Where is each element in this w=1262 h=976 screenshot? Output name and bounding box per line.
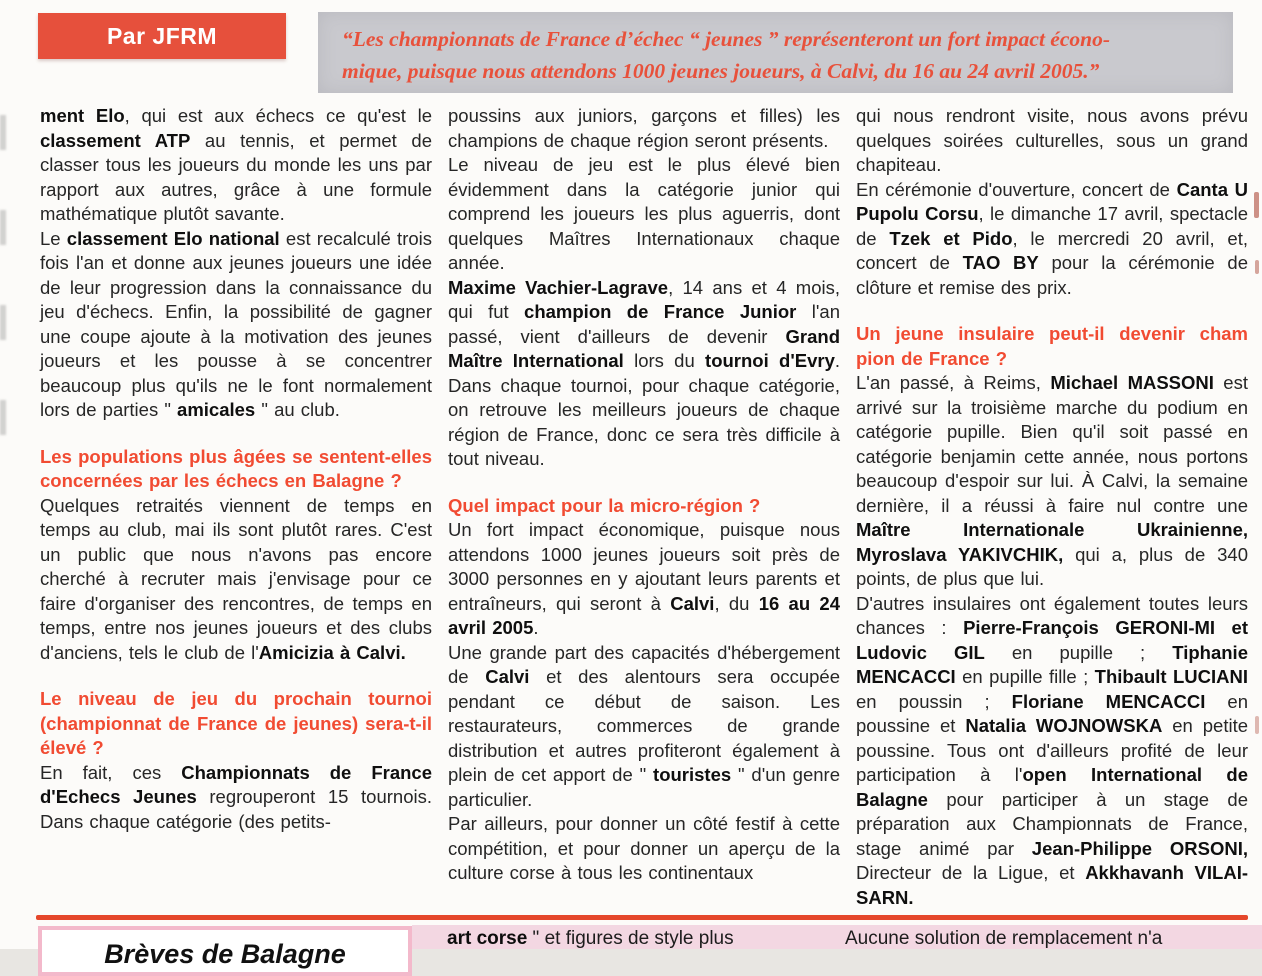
article-paragraph: Maxime Vachier-Lagrave, 14 ans et 4 mois, qui fut champion de France Junior l'an passé, vient d'ailleurs de devenir Grand Maître International lors du tournoi d'Evry. Dans chaque tournoi, pour chaque catégorie, on retrouve les meilleurs joueurs de chaque région de France, donc ce sera très difficile à tout niveau. (448, 276, 840, 469)
next-section-strip (412, 925, 1262, 949)
next-section-teaser-right: Aucune solution de remplacement n'a (845, 928, 1163, 949)
article-paragraph: Un fort impact économique, puisque nous attendons 1000 jeunes joueurs soit près de 3000 personnes en y ajoutant leurs parents et entraîneurs, qui seront à Calvi, du 16 au 24 avril 2005. (448, 519, 840, 638)
article-columns (40, 104, 1248, 910)
section-heading: Les populations plus âgées se sentent-elles concernées par les échecs en Balagne ? (40, 445, 432, 491)
article-paragraph: L'an passé, à Reims, Michael MASSONI est arrivé sur la troisième marche du podium en catégorie pupille. Bien qu'il soit passé en catégorie benjamin cette année, nous portons beaucoup d'espoir sur lui. À Calvi, la semaine dernière, il a réussi à faire nul contre une Maître Internationale Ukrainienne, Myroslava YAKIVCHIK, qui a, plus de 340 points, de plus que lui. (856, 372, 1248, 589)
scan-artifact (0, 115, 6, 495)
article-paragraph: Par ailleurs, pour donner un côté festif à cette compétition, et pour donner un aperçu de la culture corse à tous les continentaux (448, 813, 840, 883)
article-paragraph: poussins aux juniors, garçons et filles) les champions de chaque région seront présents. (448, 105, 840, 151)
article-paragraph: Une grande part des capacités d'hébergement de Calvi et des alentours sera occupée pendant ce début de saison. Les restaurateurs, commerces de grande distribution et autres profiteront également à plein de cet apport de " touristes " d'un genre particulier. (448, 641, 840, 810)
article-paragraph: qui nous rendront visite, nous avons prévu quelques soirées culturelles, sous un grand chapiteau. (856, 105, 1248, 175)
pull-quote-box (318, 12, 1233, 93)
byline-box (38, 13, 286, 59)
next-section-teaser-middle: art corse " et figures de style plus (447, 928, 734, 949)
pull-quote-line-1: “Les championnats de France d’échec “ jeunes ” représenteront un fort impact écono- (342, 27, 1110, 51)
article-paragraph: ment Elo, qui est aux échecs ce qu'est le classement ATP au tennis, et permet de classer tous les joueurs du monde les uns par rapport aux autres, grâce à une formule mathématique plutôt savante. (40, 105, 433, 224)
breves-de-balagne-box (38, 926, 412, 976)
article-paragraph: En cérémonie d'ouverture, concert de Canta U Pupolu Corsu, le dimanche 17 avril, spectacle de Tzek et Pido, le mercredi 20 avril, et, concert de TAO BY pour la cérémonie de clôture et remise des prix. (856, 178, 1248, 298)
article-column-2 (448, 104, 840, 910)
article-paragraph: En fait, ces Championnats de France d'Echecs Jeunes regrouperont 15 tournois. Dans chaque catégorie (des petits- (40, 761, 433, 832)
scan-artifact (1255, 716, 1259, 734)
section-divider-rule (36, 915, 1248, 920)
article-paragraph: Le niveau de jeu est le plus élevé bien évidemment dans la catégorie junior qui comprend les joueurs les plus aguerris, dont quelques Maîtres Internationaux chaque année. (448, 154, 840, 273)
breves-box-title: Brèves de Balagne (104, 939, 346, 969)
section-heading: Quel impact pour la micro-région ? (448, 494, 761, 516)
article-paragraph: Quelques retraités viennent de temps en temps au club, mai ils sont plutôt rares. C'est un public que nous n'avons pas encore cherché à recruter mais j'envisage pour ce faire d'organiser des rencontres, de temps en temps, entre nos jeunes joueurs et des clubs d'anciens, tels le club de l'Amicizia à Calvi. (40, 494, 432, 663)
article-paragraph: D'autres insulaires ont également toutes leurs chances : Pierre-François GERONI-MI et Ludovic GIL en pupille ; Tiphanie MENCACCI en pupille fille ; Thibault LUCIANI en poussin ; Floriane MENCACCI en poussine et Natalia WOJNOWSKA en petite poussine. Tous ont d'ailleurs profité de leur participation à l'open International de Balagne pour participer à un stage de préparation aux Championnats de France, stage animé par Jean-Philippe ORSONI, Directeur de la Ligue, et Akkhavanh VILAI-SARN. (856, 592, 1249, 908)
section-heading: Un jeune insulaire peut-il devenir cham pion de France ? (856, 323, 1248, 369)
article-paragraph: Le classement Elo national est recalculé trois fois l'an et donne aux jeunes joueurs une idée de leur progression dans la connaissance du jeu d'échecs. Enfin, la possibilité de gagner une coupe ajoute à la motivation des jeunes joueurs et les pousse à se concentrer beaucoup plus qu'ils ne le font normalement lors de parties " amicales " au club. (40, 227, 432, 420)
scan-artifact (1255, 260, 1259, 274)
section-heading: Le niveau de jeu du prochain tournoi (championnat de France de jeunes) sera-t-il élevé ? (40, 688, 432, 758)
article-column-3 (856, 104, 1248, 910)
pull-quote-line-2: mique, puisque nous attendons 1000 jeunes joueurs, à Calvi, du 16 au 24 avril 2005.” (342, 59, 1100, 83)
article-column-1 (40, 104, 432, 910)
byline-text: Par JFRM (106, 22, 218, 49)
scan-artifact (1254, 192, 1259, 218)
